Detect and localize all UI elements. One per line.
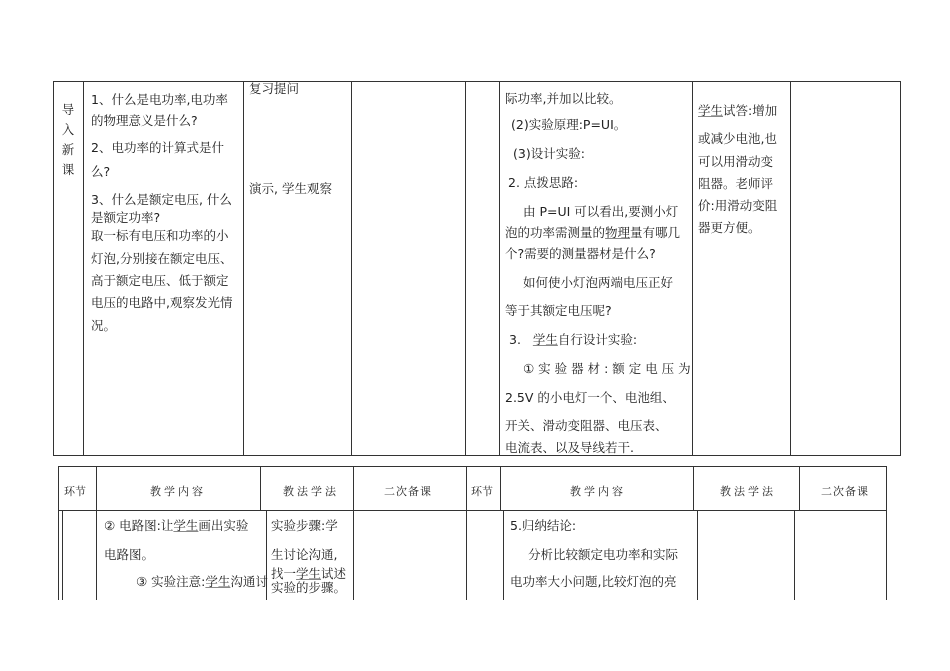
content-line: 泡的功率需测量的物理量有哪几 (505, 225, 681, 240)
content-line: ② 电路图:让学生画出实验 (104, 518, 249, 533)
question-line: 况。 (91, 318, 117, 333)
table2-h-border (500, 466, 501, 511)
table2-b-border (58, 510, 59, 600)
table2-b-border (503, 510, 504, 600)
header-content: 教学内容 (150, 485, 206, 498)
header-revision-2: 二次备课 (821, 485, 869, 498)
header-section-2: 环节 (471, 485, 493, 498)
content-line: 2. 点拨思路: (508, 175, 579, 190)
question-line: 1、什么是电功率,电功率 (91, 92, 228, 107)
table2-h-border (96, 466, 97, 511)
header-revision: 二次备课 (384, 485, 432, 498)
question-line: 电压的电路中,观察发光情 (91, 295, 233, 310)
table2-h-border (466, 466, 467, 511)
table2-h-border (693, 466, 694, 511)
table1-border-1 (83, 81, 84, 456)
method-line: 实验步骤:学 (271, 518, 338, 533)
table2-b-border (62, 510, 63, 600)
question-line: 的物理意义是什么? (91, 113, 198, 128)
table2-b-border (697, 510, 698, 600)
answer-line: 价:用滑动变阻 (698, 198, 778, 213)
table2-top-border (58, 466, 887, 467)
table1-border-right (900, 81, 901, 456)
header-method-2: 教法学法 (720, 485, 776, 498)
table1-border-6 (692, 81, 693, 456)
table2-h-border (260, 466, 261, 511)
content-line: ③ 实验注意:学生沟通讨 (136, 574, 268, 589)
content-line: 电流表、以及导线若干. (505, 440, 634, 455)
method-review: 复习提问 (249, 81, 300, 96)
table1-border-2 (243, 81, 244, 456)
method-line: 实验的步骤。 (271, 580, 347, 595)
answer-line: 可以用滑动变 (698, 154, 774, 169)
answer-line: 阻器。老师评 (698, 176, 774, 191)
content-line: 5.归纳结论: (510, 518, 577, 533)
table1-border-3 (351, 81, 352, 456)
content-line: (3)设计实验: (513, 146, 585, 161)
table2-b-border (886, 510, 887, 600)
table1-border-5 (499, 81, 500, 456)
question-line: 灯泡,分别接在额定电压、 (91, 251, 233, 266)
method-line: 生讨论沟通, (271, 547, 338, 562)
question-line: 高于额定电压、低于额定 (91, 273, 229, 288)
table2-b-border (794, 510, 795, 600)
table2-b-border (466, 510, 467, 600)
question-line: 是额定功率? (91, 210, 161, 225)
content-line: 3. 学生自行设计实验: (509, 332, 638, 347)
content-line: 如何使小灯泡两端电压正好 (523, 275, 674, 290)
section-label: 导入新课 (61, 102, 75, 177)
content-line: 开关、滑动变阻器、电压表、 (505, 418, 668, 433)
method-demo: 演示, 学生观察 (249, 181, 332, 196)
content-line: 电路图。 (104, 547, 155, 562)
table1-border-4 (465, 81, 466, 456)
question-line: 取一标有电压和功率的小 (91, 228, 229, 243)
question-line: 3、什么是额定电压, 什么 (91, 192, 232, 207)
table1-top-border (53, 81, 901, 82)
content-line: 等于其额定电压呢? (505, 303, 612, 318)
content-line: 际功率,并加以比较。 (505, 91, 622, 106)
answer-line: 器更方便。 (698, 220, 761, 235)
table2-h-border (58, 466, 59, 511)
header-method: 教法学法 (283, 485, 339, 498)
answer-line: 或减少电池,也 (698, 131, 777, 146)
content-line: 分析比较额定电功率和实际 (528, 547, 679, 562)
content-line: 2.5V 的小电灯一个、电池组、 (505, 390, 675, 405)
header-content-2: 教学内容 (570, 485, 626, 498)
content-line: 电功率大小问题,比较灯泡的亮 (510, 574, 677, 589)
table2-b-border (96, 510, 97, 600)
table2-h-border (353, 466, 354, 511)
question-line: 2、电功率的计算式是什 (91, 140, 224, 155)
table1-border-left (53, 81, 54, 456)
answer-line: 学生试答:增加 (698, 103, 778, 118)
method-line: 找一学生试述 (271, 566, 347, 581)
table1-bottom-border (53, 455, 901, 456)
table2-b-border (353, 510, 354, 600)
table1-border-7 (790, 81, 791, 456)
content-line: 由 P=UI 可以看出,要测小灯 (523, 204, 679, 219)
table2-header-bottom (58, 510, 887, 511)
header-section: 环节 (64, 485, 86, 498)
table2-h-border (886, 466, 887, 511)
content-line: 个?需要的测量器材是什么? (505, 246, 656, 261)
content-line: ① 实 验 器 材 : 额 定 电 压 为 (523, 361, 691, 376)
table2-h-border (799, 466, 800, 511)
content-line: (2)实验原理:P=UI。 (511, 117, 627, 132)
question-line: 么? (91, 164, 111, 179)
